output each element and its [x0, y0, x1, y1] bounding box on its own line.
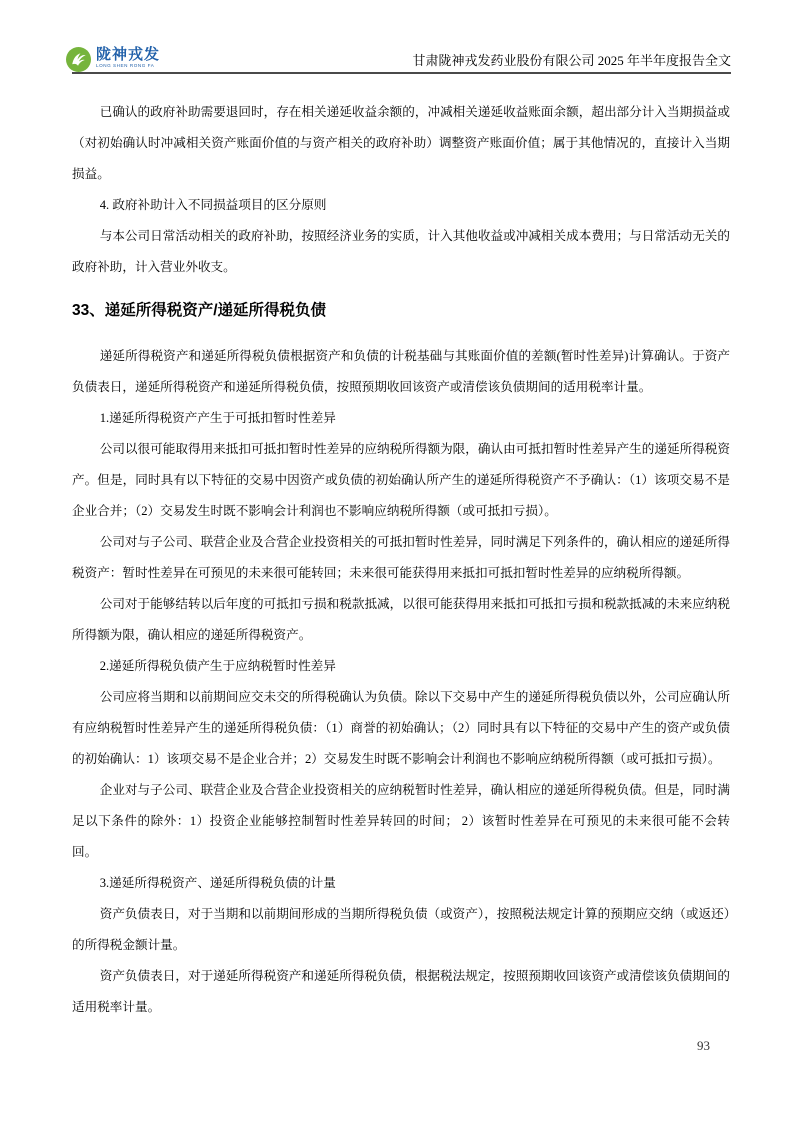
body-paragraph: 已确认的政府补助需要退回时，存在相关递延收益余额的，冲减相关递延收益账面余额，超出部分计入当期损益或（对初始确认时冲减相关资产账面价值的与资产相关的政府补助）调整资产账面价值；属于其他情况的，直接计入当期损益。 [72, 105, 730, 181]
document-body [72, 97, 730, 1023]
report-header-title: 甘肃陇神戎发药业股份有限公司 2025 年半年度报告全文 [412, 53, 731, 68]
logo-company-name-en: LONG SHEN RONG FA [96, 63, 155, 68]
body-paragraph: 递延所得税资产和递延所得税负债根据资产和负债的计税基础与其账面价值的差额(暂时性差异)计算确认。于资产负债表日，递延所得税资产和递延所得税负债，按照预期收回该资产或清偿该负债期间的适用税率计量。 [72, 349, 730, 394]
page-number: 93 [697, 1038, 710, 1053]
company-logo [66, 47, 160, 72]
body-paragraph: 公司应将当期和以前期间应交未交的所得税确认为负债。除以下交易中产生的递延所得税负债以外，公司应确认所有应纳税暂时性差异产生的递延所得税负债：（1）商誉的初始确认；（2）同时具有以下特征的交易中产生的资产或负债的初始确认：1）该项交易不是企业合并；2）交易发生时既不影响会计利润也不影响应纳税所得额（或可抵扣亏损）。 [72, 690, 730, 766]
clause-subhead: 4. 政府补助计入不同损益项目的区分原则 [99, 198, 327, 212]
clause-subhead: 2.递延所得税负债产生于应纳税暂时性差异 [99, 659, 336, 673]
clause-subhead: 1.递延所得税资产产生于可抵扣暂时性差异 [99, 411, 336, 425]
body-paragraph: 公司以很可能取得用来抵扣可抵扣暂时性差异的应纳税所得额为限，确认由可抵扣暂时性差异产生的递延所得税资产。但是，同时具有以下特征的交易中因资产或负债的初始确认所产生的递延所得税资产不予确认：（1）该项交易不是企业合并；（2）交易发生时既不影响会计利润也不影响应纳税所得额（或可抵扣亏损）。 [72, 442, 730, 518]
body-paragraph: 资产负债表日，对于当期和以前期间形成的当期所得税负债（或资产），按照税法规定计算的预期应交纳（或返还）的所得税金额计量。 [72, 907, 730, 952]
header-divider [72, 72, 731, 74]
body-paragraph: 与本公司日常活动相关的政府补助，按照经济业务的实质，计入其他收益或冲减相关成本费用；与日常活动无关的政府补助，计入营业外收支。 [72, 229, 730, 274]
section-heading: 33、递延所得税资产/递延所得税负债 [72, 302, 327, 319]
clause-subhead: 3.递延所得税资产、递延所得税负债的计量 [99, 876, 336, 890]
body-paragraph: 企业对与子公司、联营企业及合营企业投资相关的应纳税暂时性差异，确认相应的递延所得税负债。但是，同时满足以下条件的除外：1）投资企业能够控制暂时性差异转回的时间； 2）该暂时性差异在可预见的未来很可能不会转回。 [72, 783, 730, 859]
logo-company-name: 陇神戎发 [96, 46, 161, 63]
body-paragraph: 资产负债表日，对于递延所得税资产和递延所得税负债，根据税法规定，按照预期收回该资产或清偿该负债期间的适用税率计量。 [72, 969, 730, 1014]
body-paragraph: 公司对于能够结转以后年度的可抵扣亏损和税款抵减，以很可能获得用来抵扣可抵扣亏损和税款抵减的未来应纳税所得额为限，确认相应的递延所得税资产。 [72, 597, 730, 642]
logo-icon [66, 47, 91, 72]
body-paragraph: 公司对与子公司、联营企业及合营企业投资相关的可抵扣暂时性差异，同时满足下列条件的，确认相应的递延所得税资产：暂时性差异在可预见的未来很可能转回；未来很可能获得用来抵扣可抵扣暂时性差异的应纳税所得额。 [72, 535, 730, 580]
